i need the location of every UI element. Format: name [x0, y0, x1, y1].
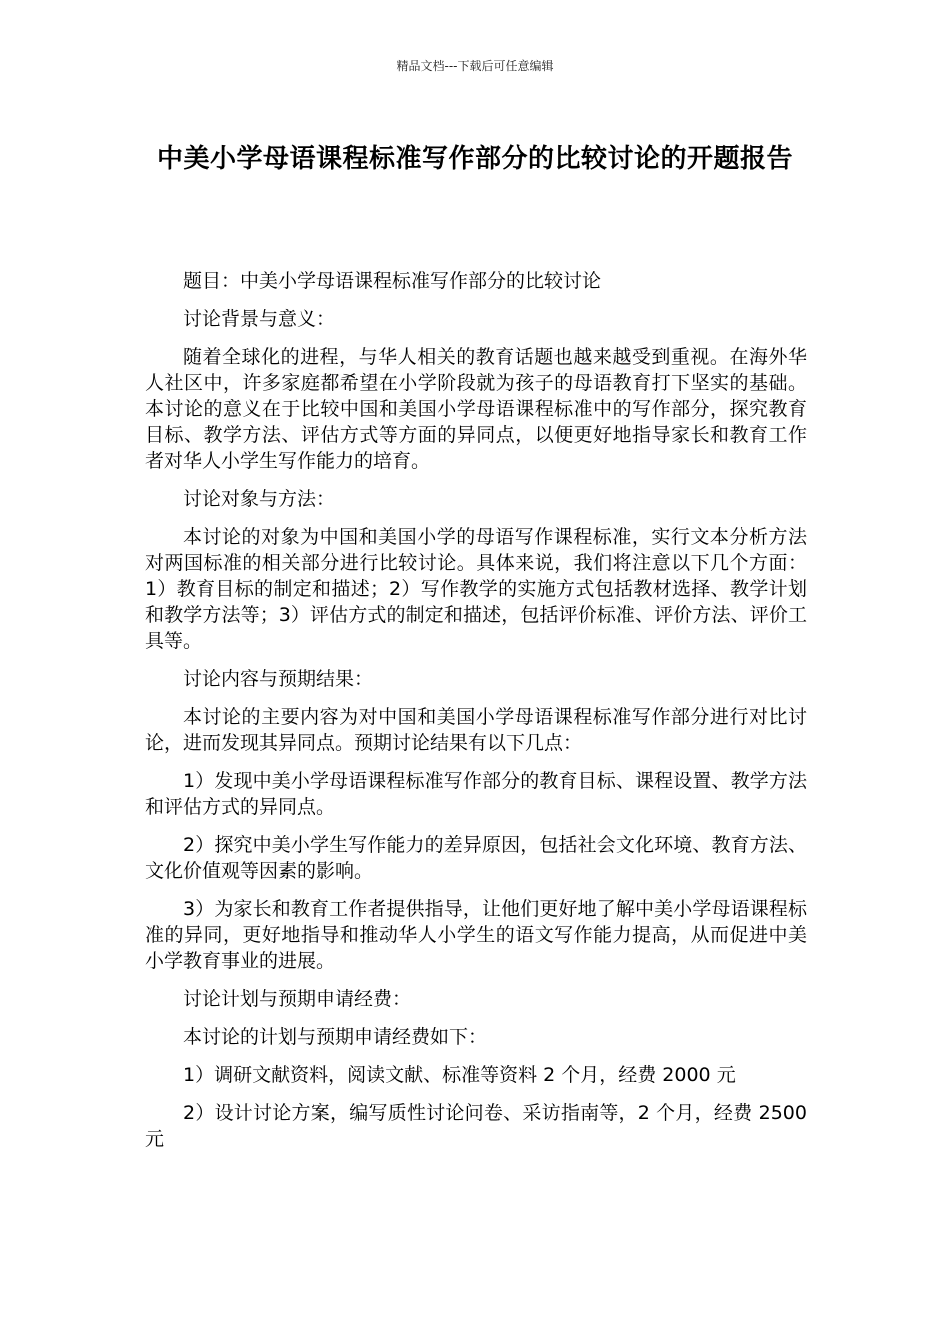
heading-object-method: 讨论对象与方法： [183, 488, 336, 510]
paragraph-plan-budget: 本讨论的计划与预期申请经费如下： [183, 1026, 488, 1048]
plan-item-2: 2）设计讨论方案，编写质性讨论问卷、采访指南等，2 个月，经费 2500 元 [145, 1102, 807, 1150]
plan-item-1: 1）调研文献资料，阅读文献、标准等资料 2 个月，经费 2000 元 [183, 1064, 736, 1086]
heading-background: 讨论背景与意义： [183, 308, 336, 330]
paragraph-object-method: 本讨论的对象为中国和美国小学的母语写作课程标准，实行文本分析方法对两国标准的相关部分进行比较讨论。具体来说，我们将注意以下几个方面：1）教育目标的制定和描述；2）写作教学的实施方式包括教材选择、教学计划和教学方法等；3）评估方式的制定和描述，包括评价标准、评价方法、评价工具等。 [145, 526, 807, 652]
result-item-1: 1）发现中美小学母语课程标准写作部分的教育目标、课程设置、教学方法和评估方式的异同点。 [145, 770, 807, 818]
page-header: 精品文档---下载后可任意编辑 [396, 59, 554, 73]
document-title: 中美小学母语课程标准写作部分的比较讨论的开题报告 [156, 144, 793, 174]
heading-plan-budget: 讨论计划与预期申请经费： [183, 988, 412, 1010]
result-item-2: 2）探究中美小学生写作能力的差异原因，包括社会文化环境、教育方法、文化价值观等因素的影响。 [145, 834, 807, 882]
result-item-3: 3）为家长和教育工作者提供指导，让他们更好地了解中美小学母语课程标准的异同，更好地指导和推动华人小学生的语文写作能力提高，从而促进中美小学教育事业的进展。 [145, 898, 807, 972]
paragraph-topic: 题目：中美小学母语课程标准写作部分的比较讨论 [183, 270, 602, 292]
paragraph-content-results: 本讨论的主要内容为对中国和美国小学母语课程标准写作部分进行对比讨论，进而发现其异同点。预期讨论结果有以下几点： [145, 706, 807, 754]
document-body [145, 268, 807, 1164]
paragraph-background: 随着全球化的进程，与华人相关的教育话题也越来越受到重视。在海外华人社区中，许多家庭都希望在小学阶段就为孩子的母语教育打下坚实的基础。本讨论的意义在于比较中国和美国小学母语课程标准中的写作部分，探究教育目标、教学方法、评估方式等方面的异同点，以便更好地指导家长和教育工作者对华人小学生写作能力的培育。 [145, 346, 807, 472]
heading-content-results: 讨论内容与预期结果： [183, 668, 374, 690]
